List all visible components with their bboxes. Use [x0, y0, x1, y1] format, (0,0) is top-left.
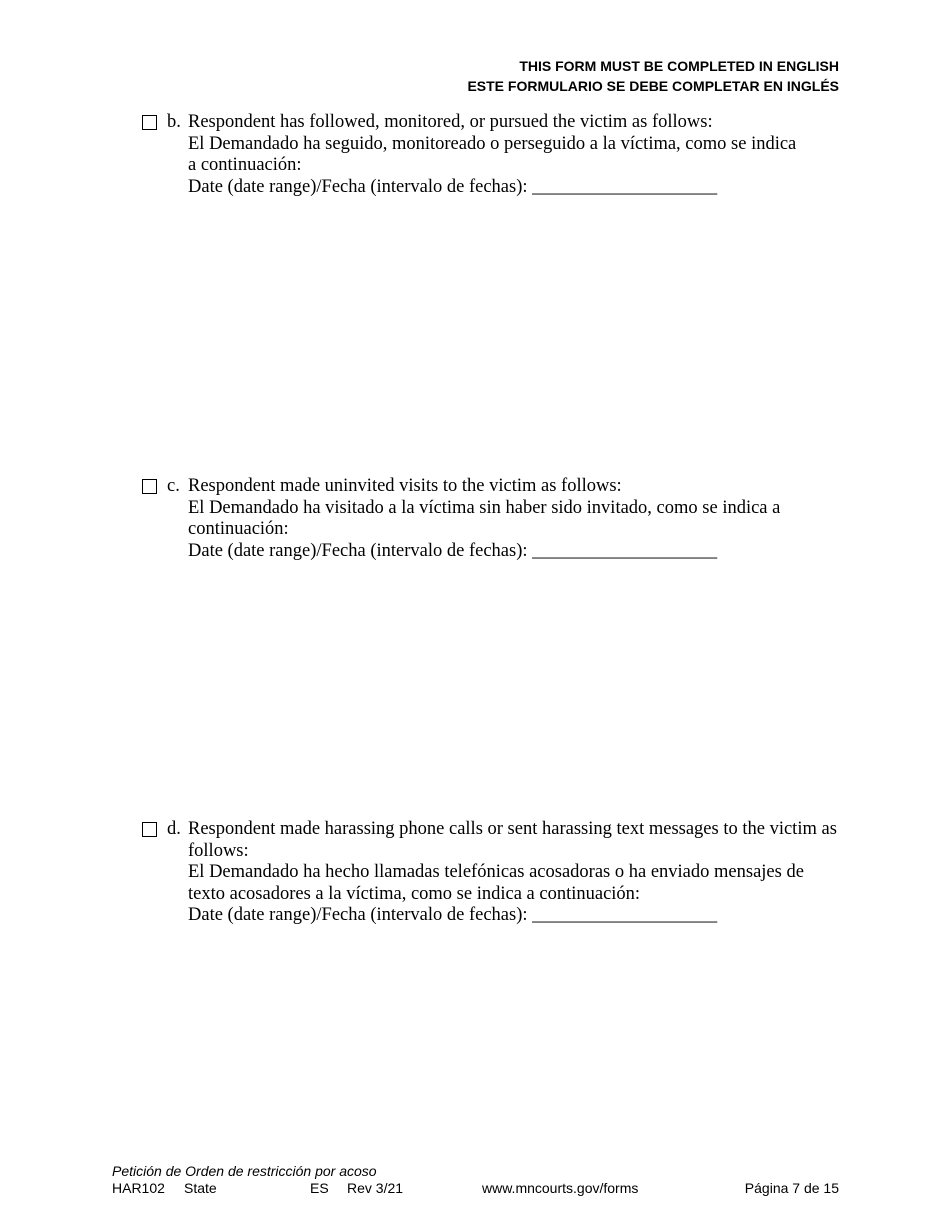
- footer-page-number: Página 7 de 15: [744, 1180, 839, 1196]
- item-line: follows:: [188, 840, 249, 861]
- date-range-field[interactable]: Date (date range)/Fecha (intervalo de fechas): ____________________: [188, 540, 718, 561]
- notice-spanish: ESTE FORMULARIO SE DEBE COMPLETAR EN INGLÉS: [467, 78, 839, 94]
- notice-english: THIS FORM MUST BE COMPLETED IN ENGLISH: [519, 58, 839, 74]
- footer-info-row: [112, 1180, 839, 1197]
- item-c-checkbox[interactable]: [142, 479, 157, 494]
- item-d-checkbox[interactable]: [142, 822, 157, 837]
- item-line: Respondent has followed, monitored, or pursued the victim as follows:: [188, 112, 713, 132]
- item-line: texto acosadores a la víctima, como se indica a continuación:: [188, 883, 641, 904]
- item-letter: b.: [167, 112, 181, 132]
- footer-revision: Rev 3/21: [347, 1180, 404, 1196]
- date-range-field[interactable]: Date (date range)/Fecha (intervalo de fechas): ____________________: [188, 905, 718, 925]
- footer-url[interactable]: www.mncourts.gov/forms: [482, 1180, 639, 1196]
- item-b-checkbox[interactable]: [142, 115, 157, 130]
- footer-state: State: [184, 1180, 217, 1196]
- date-range-field[interactable]: Date (date range)/Fecha (intervalo de fechas): ____________________: [188, 176, 718, 197]
- footer-form-code: HAR102: [112, 1180, 165, 1196]
- item-line: El Demandado ha hecho llamadas telefónicas acosadoras o ha enviado mensajes de: [188, 862, 804, 882]
- item-text: [188, 476, 850, 562]
- page-footer: [112, 1163, 839, 1197]
- item-line: a continuación:: [188, 155, 302, 175]
- item-line: Respondent made uninvited visits to the victim as follows:: [188, 476, 622, 496]
- item-text: [188, 819, 850, 927]
- form-language-notice: [467, 56, 839, 96]
- item-text: [188, 112, 850, 198]
- item-line: El Demandado ha seguido, monitoreado o perseguido a la víctima, como se indica: [188, 133, 797, 154]
- item-letter: d.: [167, 819, 181, 839]
- item-letter: c.: [167, 476, 180, 496]
- item-b-followed: [140, 112, 850, 198]
- item-line: Respondent made harassing phone calls or sent harassing text messages to the victim as: [188, 819, 837, 839]
- item-c-uninvited-visits: [140, 476, 850, 562]
- footer-language: ES: [310, 1180, 329, 1196]
- item-d-harassing-calls: [140, 819, 850, 927]
- item-line: continuación:: [188, 519, 289, 539]
- footer-form-title: Petición de Orden de restricción por acoso: [112, 1163, 377, 1179]
- item-line: El Demandado ha visitado a la víctima sin haber sido invitado, como se indica a: [188, 497, 781, 518]
